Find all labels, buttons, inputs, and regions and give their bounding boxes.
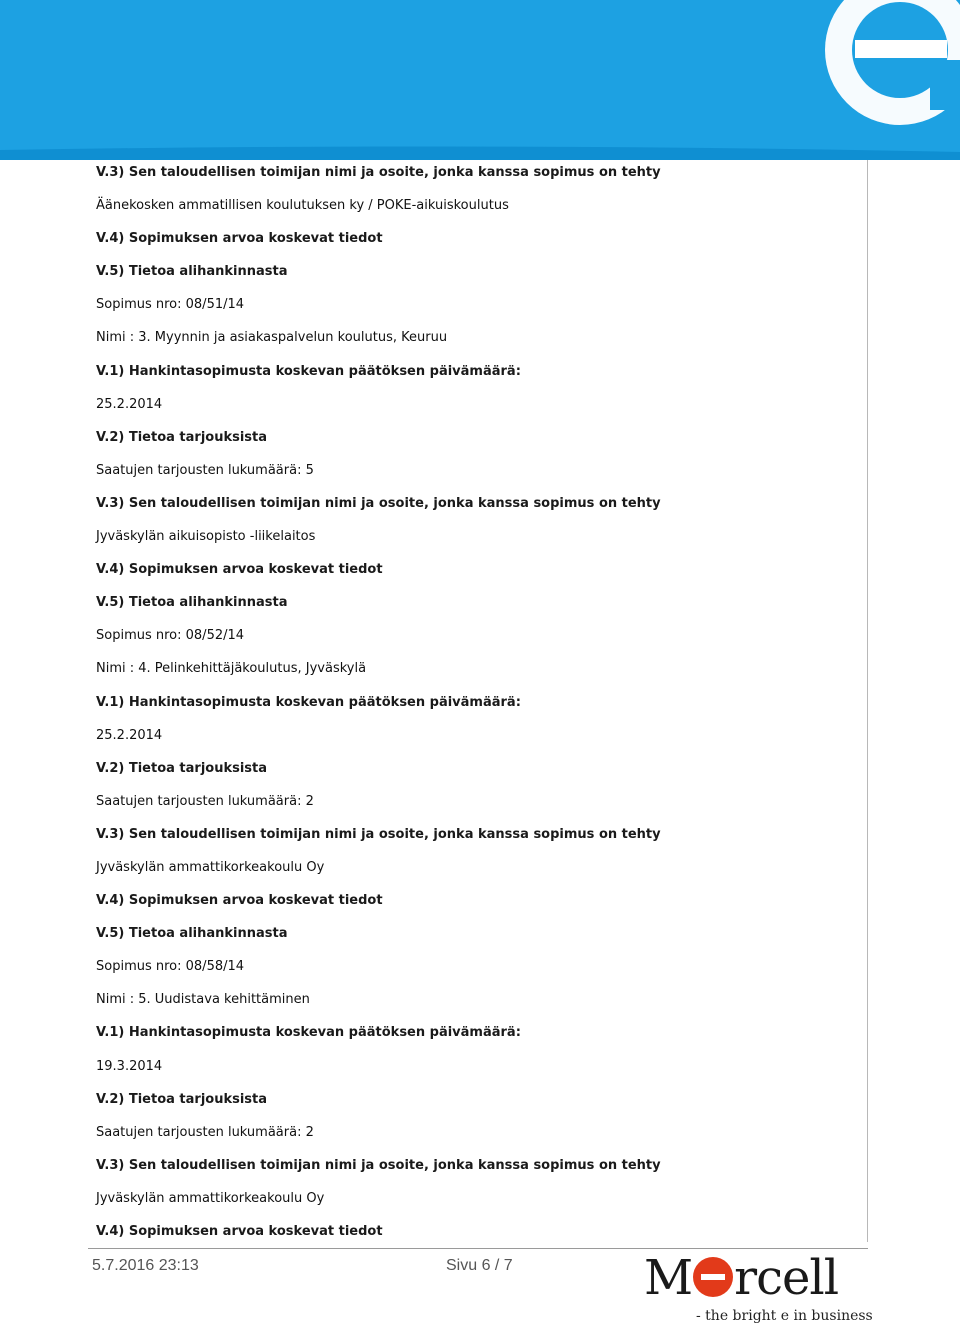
section-heading: V.5) Tietoa alihankinnasta: [96, 595, 288, 611]
field-value: Saatujen tarjousten lukumäärä: 2: [96, 1124, 314, 1140]
section-heading: V.4) Sopimuksen arvoa koskevat tiedot: [96, 562, 383, 578]
section-heading: V.2) Tietoa tarjouksista: [96, 1091, 268, 1107]
section-heading: V.2) Tietoa tarjouksista: [96, 760, 268, 776]
field-value: Nimi : 4. Pelinkehittäjäkoulutus, Jyväskylä: [96, 661, 367, 677]
header-band: [0, 0, 960, 160]
logo-letter-m: M: [644, 1250, 693, 1306]
section-heading: V.3) Sen taloudellisen toimijan nimi ja osoite, jonka kanssa sopimus on tehty: [96, 1157, 661, 1173]
section-heading: V.1) Hankintasopimusta koskevan päätöksen päivämäärä:: [96, 363, 521, 379]
section-heading: V.1) Hankintasopimusta koskevan päätöksen päivämäärä:: [96, 1025, 521, 1041]
section-heading: V.5) Tietoa alihankinnasta: [96, 926, 288, 942]
field-value: Sopimus nro: 08/51/14: [96, 297, 245, 313]
section-heading: V.3) Sen taloudellisen toimijan nimi ja osoite, jonka kanssa sopimus on tehty: [96, 826, 661, 842]
field-value: Saatujen tarjousten lukumäärä: 2: [96, 793, 314, 809]
logo-e-icon: [693, 1257, 733, 1297]
page-number: Sivu 6 / 7: [446, 1257, 513, 1274]
section-heading: V.4) Sopimuksen arvoa koskevat tiedot: [96, 1224, 383, 1239]
field-value: 25.2.2014: [96, 727, 163, 743]
section-heading: V.3) Sen taloudellisen toimijan nimi ja osoite, jonka kanssa sopimus on tehty: [96, 165, 661, 180]
field-value: Nimi : 5. Uudistava kehittäminen: [96, 992, 310, 1008]
logo-wordmark: [644, 1252, 838, 1304]
section-heading: V.1) Hankintasopimusta koskevan päätöksen päivämäärä:: [96, 694, 521, 710]
field-value: Nimi : 3. Myynnin ja asiakaspalvelun koulutus, Keuruu: [96, 330, 448, 346]
section-heading: V.4) Sopimuksen arvoa koskevat tiedot: [96, 231, 383, 247]
field-value: 25.2.2014: [96, 396, 163, 412]
section-heading: V.2) Tietoa tarjouksista: [96, 429, 268, 445]
field-value: Sopimus nro: 08/58/14: [96, 959, 245, 975]
field-value: Jyväskylän ammattikorkeakoulu Oy: [96, 1190, 325, 1206]
footer-divider: [88, 1248, 868, 1249]
field-value: Sopimus nro: 08/52/14: [96, 628, 245, 644]
field-value: Jyväskylän aikuisopisto -liikelaitos: [96, 529, 316, 545]
field-value: Jyväskylän ammattikorkeakoulu Oy: [96, 859, 325, 875]
logo-letters-rcell: rcell: [734, 1250, 839, 1306]
section-heading: V.3) Sen taloudellisen toimijan nimi ja osoite, jonka kanssa sopimus on tehty: [96, 495, 661, 511]
marcell-logo: [644, 1252, 874, 1329]
procurement-details: [96, 159, 866, 1251]
content-frame-border: [867, 160, 868, 1242]
section-heading: V.4) Sopimuksen arvoa koskevat tiedot: [96, 893, 383, 909]
field-value: Saatujen tarjousten lukumäärä: 5: [96, 462, 314, 478]
field-value: Äänekosken ammatillisen koulutuksen ky / POKE-aikuiskoulutus: [96, 198, 509, 214]
print-timestamp: 5.7.2016 23:13: [92, 1257, 199, 1274]
field-value: 19.3.2014: [96, 1058, 163, 1074]
header-background: [0, 0, 960, 160]
logo-tagline: - the bright e in business: [696, 1308, 873, 1324]
section-heading: V.5) Tietoa alihankinnasta: [96, 264, 288, 280]
